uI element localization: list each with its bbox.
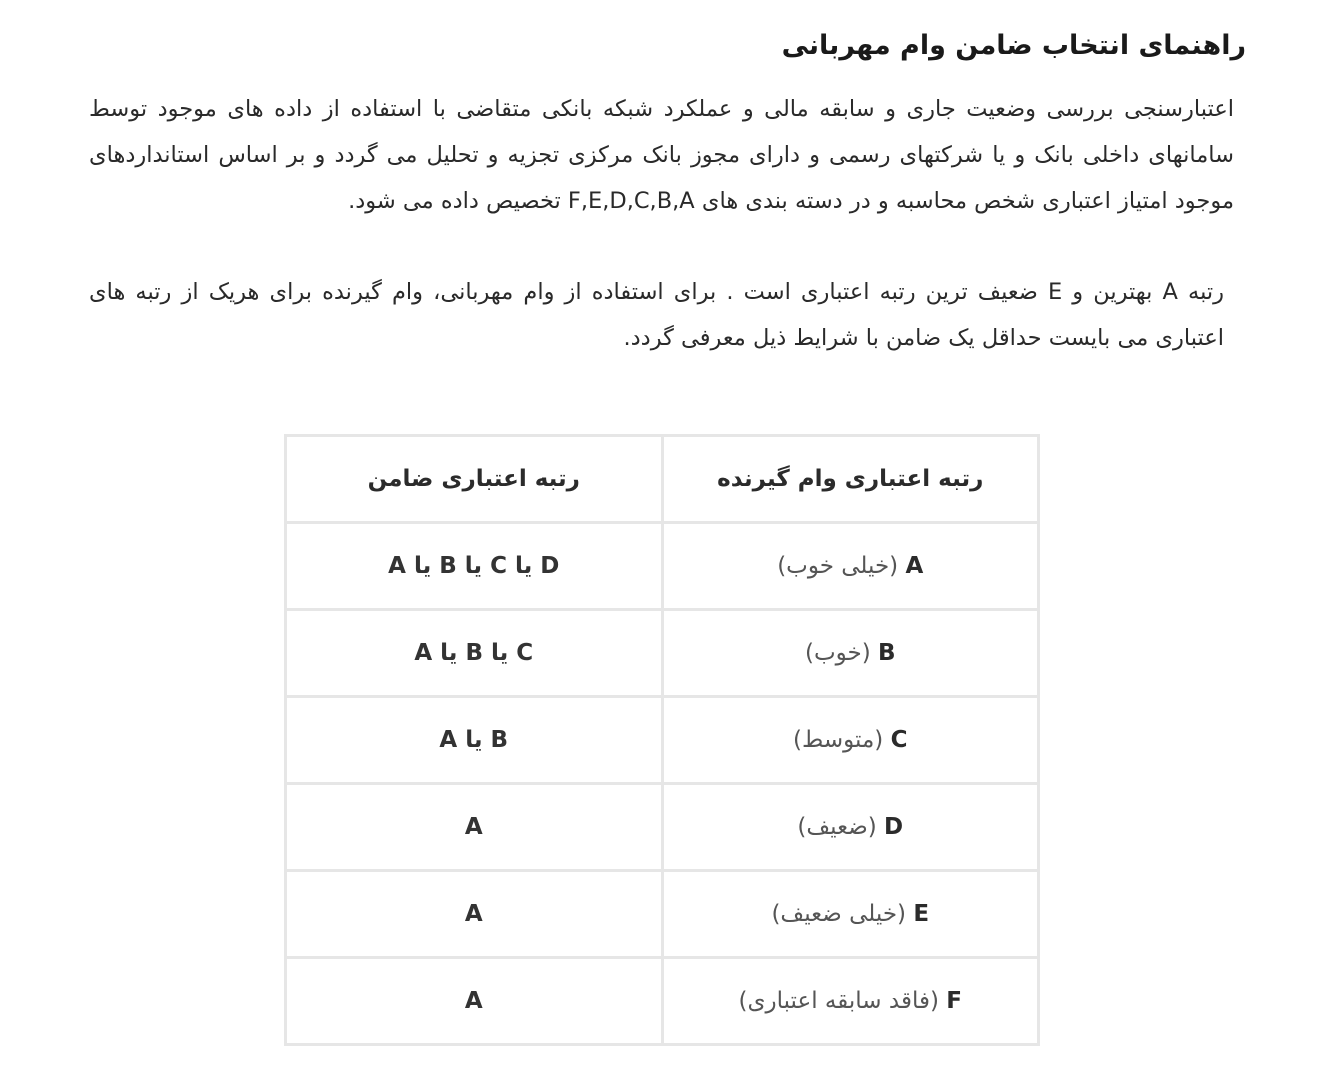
grade-letter: F (946, 988, 962, 1014)
guarantor-table-container (284, 434, 1040, 1046)
table-row (286, 871, 1039, 958)
borrower-grade-cell (662, 871, 1039, 958)
grade-description: (متوسط) (793, 727, 884, 753)
guarantor-grade-header: رتبه اعتباری ضامن (286, 436, 663, 523)
guarantor-grade-cell: A (286, 871, 663, 958)
grade-description: (ضعیف) (797, 814, 877, 840)
grade-description: (خیلی خوب) (777, 553, 899, 579)
borrower-grade-header: رتبه اعتباری وام گیرنده (662, 436, 1039, 523)
borrower-grade-cell (662, 697, 1039, 784)
grade-description: (خوب) (804, 640, 871, 666)
guarantor-grade-cell: B یا A (286, 697, 663, 784)
guarantor-grade-cell: A (286, 958, 663, 1045)
borrower-grade-cell (662, 610, 1039, 697)
guarantor-grade-cell: A (286, 784, 663, 871)
table-row (286, 610, 1039, 697)
guarantor-table (284, 434, 1040, 1046)
borrower-grade-cell (662, 784, 1039, 871)
guarantor-grade-cell: D یا C یا B یا A (286, 523, 663, 610)
borrower-grade-cell (662, 523, 1039, 610)
table-row (286, 523, 1039, 610)
table-header-row (286, 436, 1039, 523)
grade-letter: C (890, 727, 908, 753)
grade-description: (خیلی ضعیف) (771, 901, 907, 927)
grade-letter: E (913, 901, 930, 927)
intro-paragraph: اعتبارسنجی بررسی وضعیت جاری و سابقه مالی و عملکرد شبکه بانکی متقاضی با استفاده از داده های موجود توسط سامانهای داخلی بانک و یا شرکتهای رسمی و دارای مجوز بانک مرکزی تجزیه و تحلیل می گردد و بر اساس استانداردهای موجود امتیاز اعتباری شخص محاسبه و در دسته بندی های F,E,D,C,B,A تخصیص داده می شود. (89, 96, 1234, 214)
table-row (286, 958, 1039, 1045)
borrower-grade-cell (662, 958, 1039, 1045)
grade-description: (فاقد سابقه اعتباری) (738, 988, 939, 1014)
table-row (286, 697, 1039, 784)
page-title: راهنمای انتخاب ضامن وام مهربانی (781, 30, 1246, 61)
table-row (286, 784, 1039, 871)
grade-letter: A (905, 553, 924, 579)
grade-letter: B (877, 640, 896, 666)
grade-letter: D (884, 814, 904, 840)
rating-paragraph: رتبه A بهترین و E ضعیف ترین رتبه اعتباری است . برای استفاده از وام مهربانی، وام گیرنده برای هریک از رتبه های اعتباری می بایست حداقل یک ضامن با شرایط ذیل معرفی گردد. (89, 279, 1224, 351)
guarantor-grade-cell: C یا B یا A (286, 610, 663, 697)
